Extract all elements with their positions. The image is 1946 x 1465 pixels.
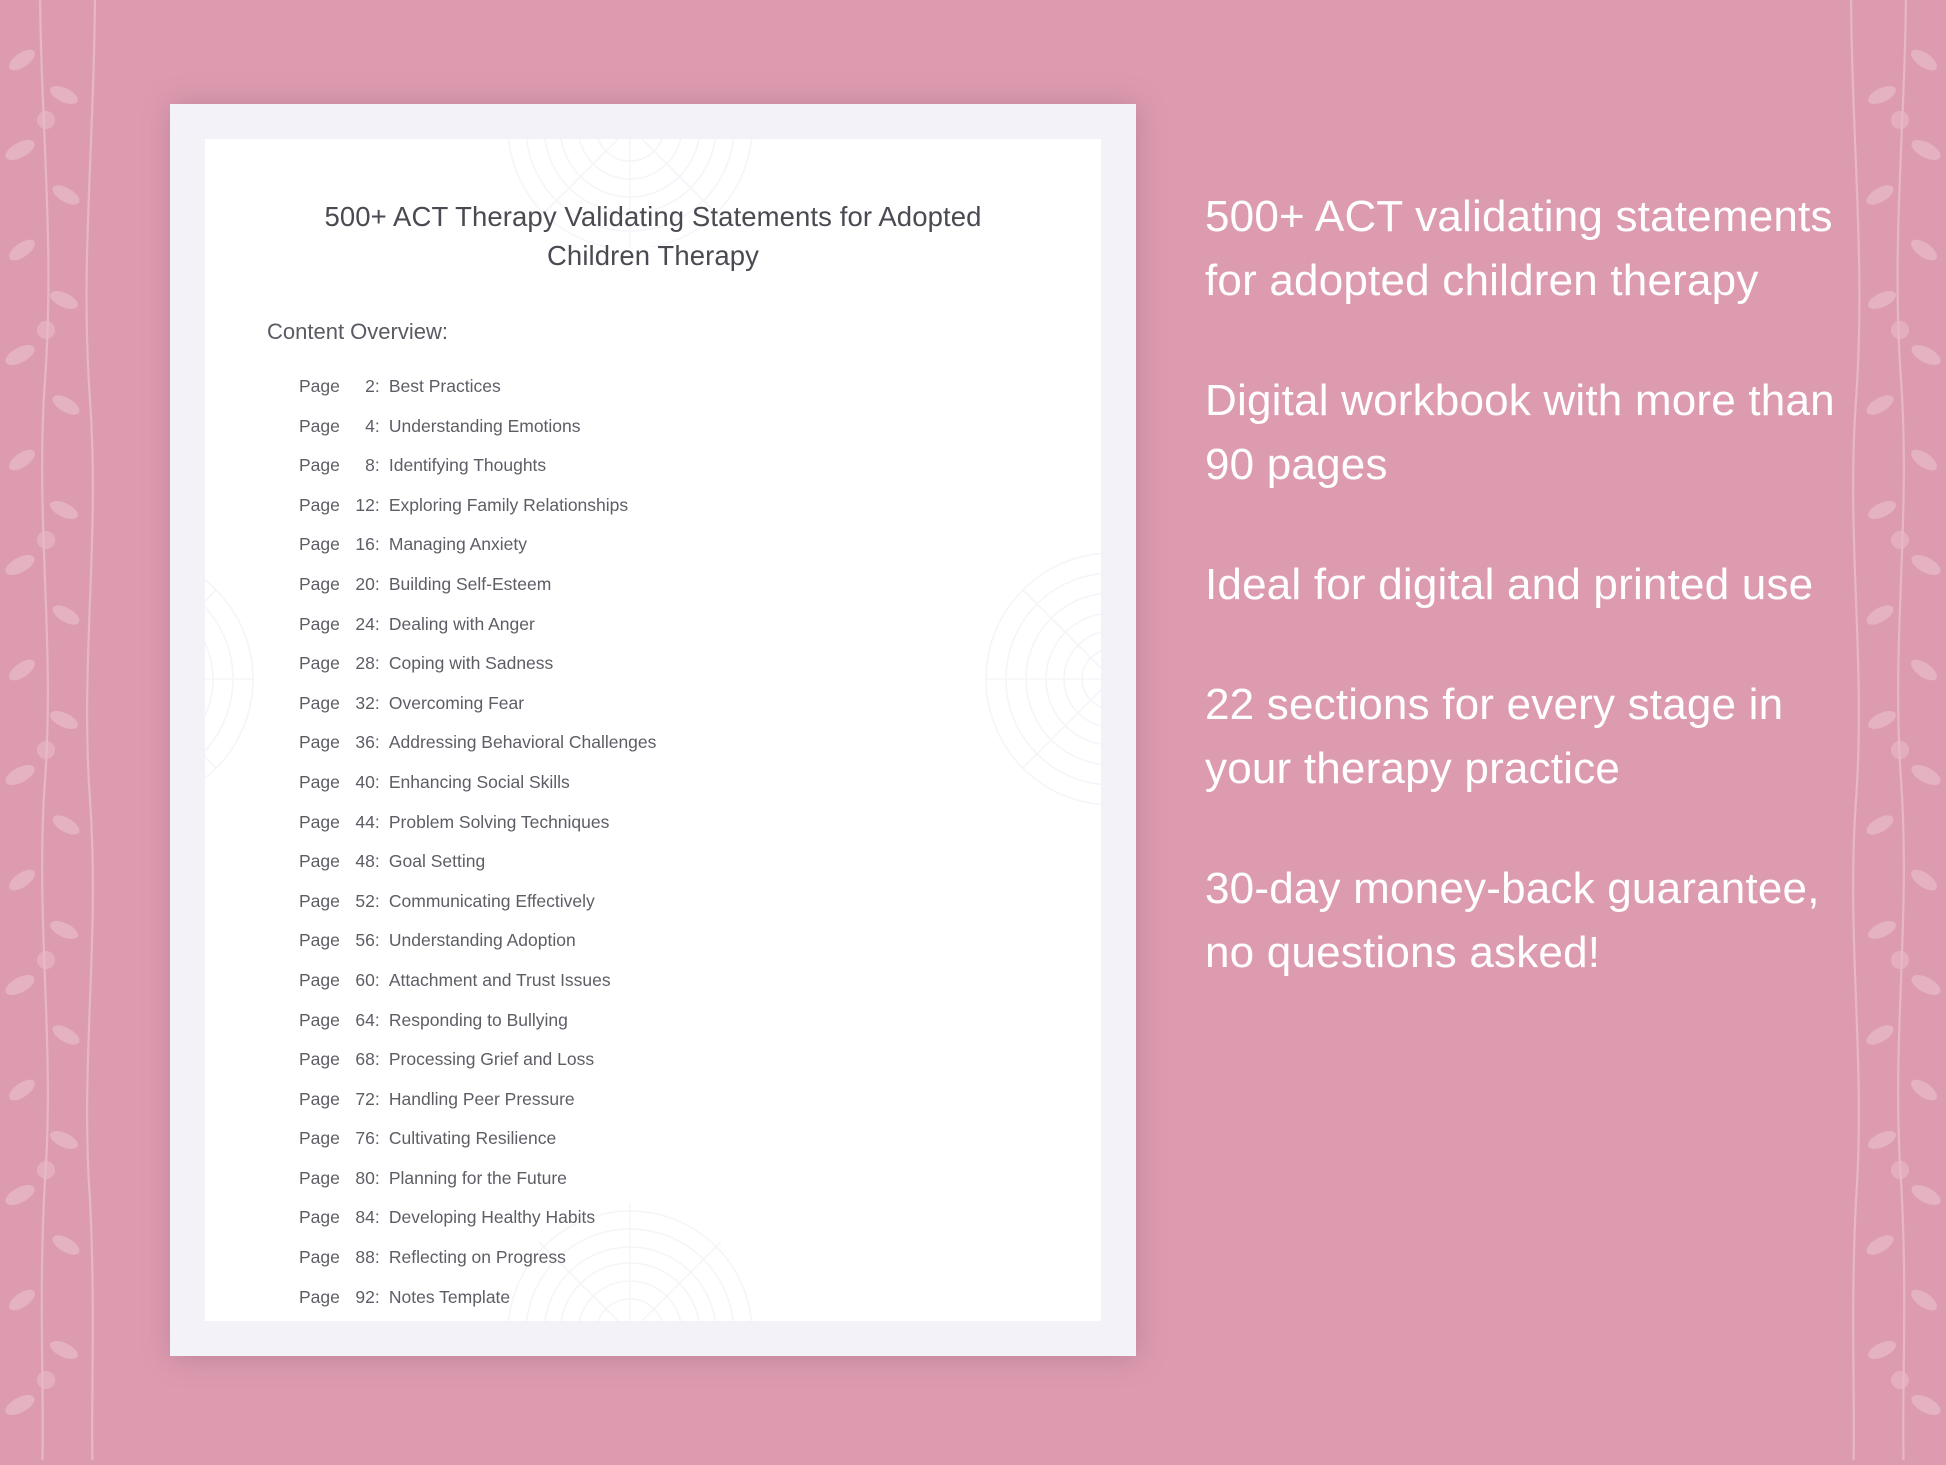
list-item [299, 1159, 1101, 1199]
page-word: Page [299, 534, 340, 555]
page-word: Page [299, 1167, 340, 1188]
page-word: Page [299, 851, 340, 872]
list-item [299, 407, 1101, 447]
page-number: 20 [355, 573, 375, 594]
section-title: Dealing with Anger [388, 613, 535, 634]
page-colon: : [374, 969, 380, 990]
section-title: Managing Anxiety [388, 534, 528, 555]
page-number: 2 [365, 376, 375, 396]
marketing-paragraph: 30-day money-back guarantee, no questions asked! [1205, 864, 1820, 977]
document-page [205, 139, 1101, 1321]
marketing-paragraph: 22 sections for every stage in your therapy practice [1205, 680, 1784, 793]
page-colon: : [374, 1286, 380, 1307]
section-title: Notes Template [388, 1286, 511, 1307]
page-word: Page [299, 890, 340, 911]
section-title: Addressing Behavioral Challenges [388, 732, 657, 753]
section-title: Planning for the Future [388, 1167, 567, 1188]
list-item [299, 644, 1101, 684]
marketing-paragraph: Ideal for digital and printed use [1205, 560, 1814, 609]
list-item [299, 1278, 1101, 1318]
page-word: Page [299, 1207, 340, 1228]
page-colon: : [374, 1088, 380, 1109]
page-word: Page [299, 771, 340, 792]
list-item [299, 842, 1101, 882]
floral-vine-icon [1828, 0, 1946, 1460]
page-number: 80 [355, 1167, 375, 1188]
list-item [299, 803, 1101, 843]
page-colon: : [374, 1128, 380, 1149]
page-colon: : [374, 573, 380, 594]
section-title: Identifying Thoughts [388, 455, 547, 476]
page-word: Page [299, 613, 340, 634]
list-item [299, 367, 1101, 407]
page-number: 60 [355, 969, 375, 990]
page-number: 16 [355, 534, 375, 555]
page-number: 52 [355, 890, 375, 911]
page-colon: : [374, 455, 380, 476]
page-colon: : [374, 692, 380, 713]
page-word: Page [299, 573, 340, 594]
page-number: 40 [355, 771, 375, 792]
section-title: Attachment and Trust Issues [388, 969, 611, 990]
section-title: Overcoming Fear [388, 692, 525, 713]
page-word: Page [299, 692, 340, 713]
page-number: 84 [355, 1207, 375, 1228]
page-colon: : [374, 1167, 380, 1188]
content-overview-label: Content Overview: [267, 319, 448, 344]
page-number: 72 [355, 1088, 375, 1109]
page-word: Page [299, 811, 340, 832]
section-title: Problem Solving Techniques [388, 811, 610, 832]
section-title: Exploring Family Relationships [388, 494, 629, 515]
page-number: 4 [365, 415, 375, 436]
list-item [299, 1198, 1101, 1238]
document-page-frame [170, 104, 1136, 1356]
page-word: Page [299, 732, 340, 753]
page-colon: : [374, 376, 380, 396]
page-colon: : [374, 1009, 380, 1030]
page-word: Page [299, 494, 340, 515]
list-item [299, 961, 1101, 1001]
page-colon: : [374, 771, 380, 792]
page-title: 500+ ACT Therapy Validating Statements for Adopted Children Therapy [324, 201, 982, 271]
page-number: 88 [355, 1247, 375, 1268]
list-item [299, 565, 1101, 605]
marketing-paragraph: Digital workbook with more than 90 pages [1205, 376, 1835, 489]
floral-border-right [1828, 0, 1946, 1460]
page-colon: : [374, 494, 380, 515]
page-colon: : [374, 1247, 380, 1268]
page-colon: : [374, 890, 380, 911]
section-title: Communicating Effectively [388, 890, 595, 911]
page-number: 76 [355, 1128, 375, 1149]
page-number: 36 [355, 732, 375, 753]
page-colon: : [374, 534, 380, 555]
list-item [299, 1001, 1101, 1041]
page-colon: : [374, 415, 380, 436]
page-word: Page [299, 1247, 340, 1268]
section-title: Cultivating Resilience [388, 1128, 557, 1149]
section-title: Enhancing Social Skills [388, 771, 570, 792]
list-item [299, 1119, 1101, 1159]
page-colon: : [374, 613, 380, 634]
section-title: Processing Grief and Loss [388, 1049, 595, 1070]
list-item [299, 684, 1101, 724]
section-title: Reflecting on Progress [388, 1247, 566, 1268]
page-colon: : [374, 1049, 380, 1070]
page-colon: : [374, 653, 380, 674]
list-item [299, 921, 1101, 961]
page-word: Page [299, 1128, 340, 1149]
page-colon: : [374, 851, 380, 872]
page-word: Page [299, 455, 340, 476]
section-title: Handling Peer Pressure [388, 1088, 575, 1109]
list-item [299, 723, 1101, 763]
page-word: Page [299, 969, 340, 990]
section-title: Responding to Bullying [388, 1009, 568, 1030]
list-item [299, 525, 1101, 565]
list-item [299, 1238, 1101, 1278]
page-colon: : [374, 1207, 380, 1228]
page-colon: : [374, 930, 380, 951]
list-item [299, 763, 1101, 803]
page-word: Page [299, 1009, 340, 1030]
section-title: Developing Healthy Habits [388, 1207, 596, 1228]
page-number: 12 [355, 494, 375, 515]
page-word: Page [299, 1088, 340, 1109]
page-word: Page [299, 930, 340, 951]
list-item [299, 446, 1101, 486]
section-title: Coping with Sadness [388, 653, 554, 674]
section-title: Understanding Emotions [388, 415, 581, 436]
section-title: Understanding Adoption [388, 930, 576, 951]
page-word: Page [299, 1049, 340, 1070]
section-title: Goal Setting [388, 851, 486, 872]
page-number: 32 [355, 692, 375, 713]
page-word: Page [299, 376, 340, 396]
page-colon: : [374, 811, 380, 832]
list-item [299, 605, 1101, 645]
page-word: Page [299, 1286, 340, 1307]
page-number: 8 [365, 455, 375, 476]
page-number: 64 [355, 1009, 375, 1030]
list-item [299, 1040, 1101, 1080]
table-of-contents [205, 367, 1101, 1317]
page-number: 44 [355, 811, 375, 832]
page-number: 24 [355, 613, 375, 634]
marketing-copy [1205, 185, 1845, 985]
page-number: 92 [355, 1286, 375, 1307]
list-item [299, 882, 1101, 922]
list-item [299, 1080, 1101, 1120]
section-title: Building Self-Esteem [388, 573, 552, 594]
page-word: Page [299, 415, 340, 436]
floral-border-left [0, 0, 118, 1460]
page-number: 48 [355, 851, 375, 872]
page-number: 56 [355, 930, 375, 951]
floral-vine-icon [0, 0, 118, 1460]
list-item [299, 486, 1101, 526]
page-word: Page [299, 653, 340, 674]
page-number: 28 [355, 653, 375, 674]
page-colon: : [374, 732, 380, 753]
section-title: Best Practices [388, 376, 501, 396]
page-number: 68 [355, 1049, 375, 1070]
marketing-paragraph: 500+ ACT validating statements for adopted children therapy [1205, 192, 1833, 305]
